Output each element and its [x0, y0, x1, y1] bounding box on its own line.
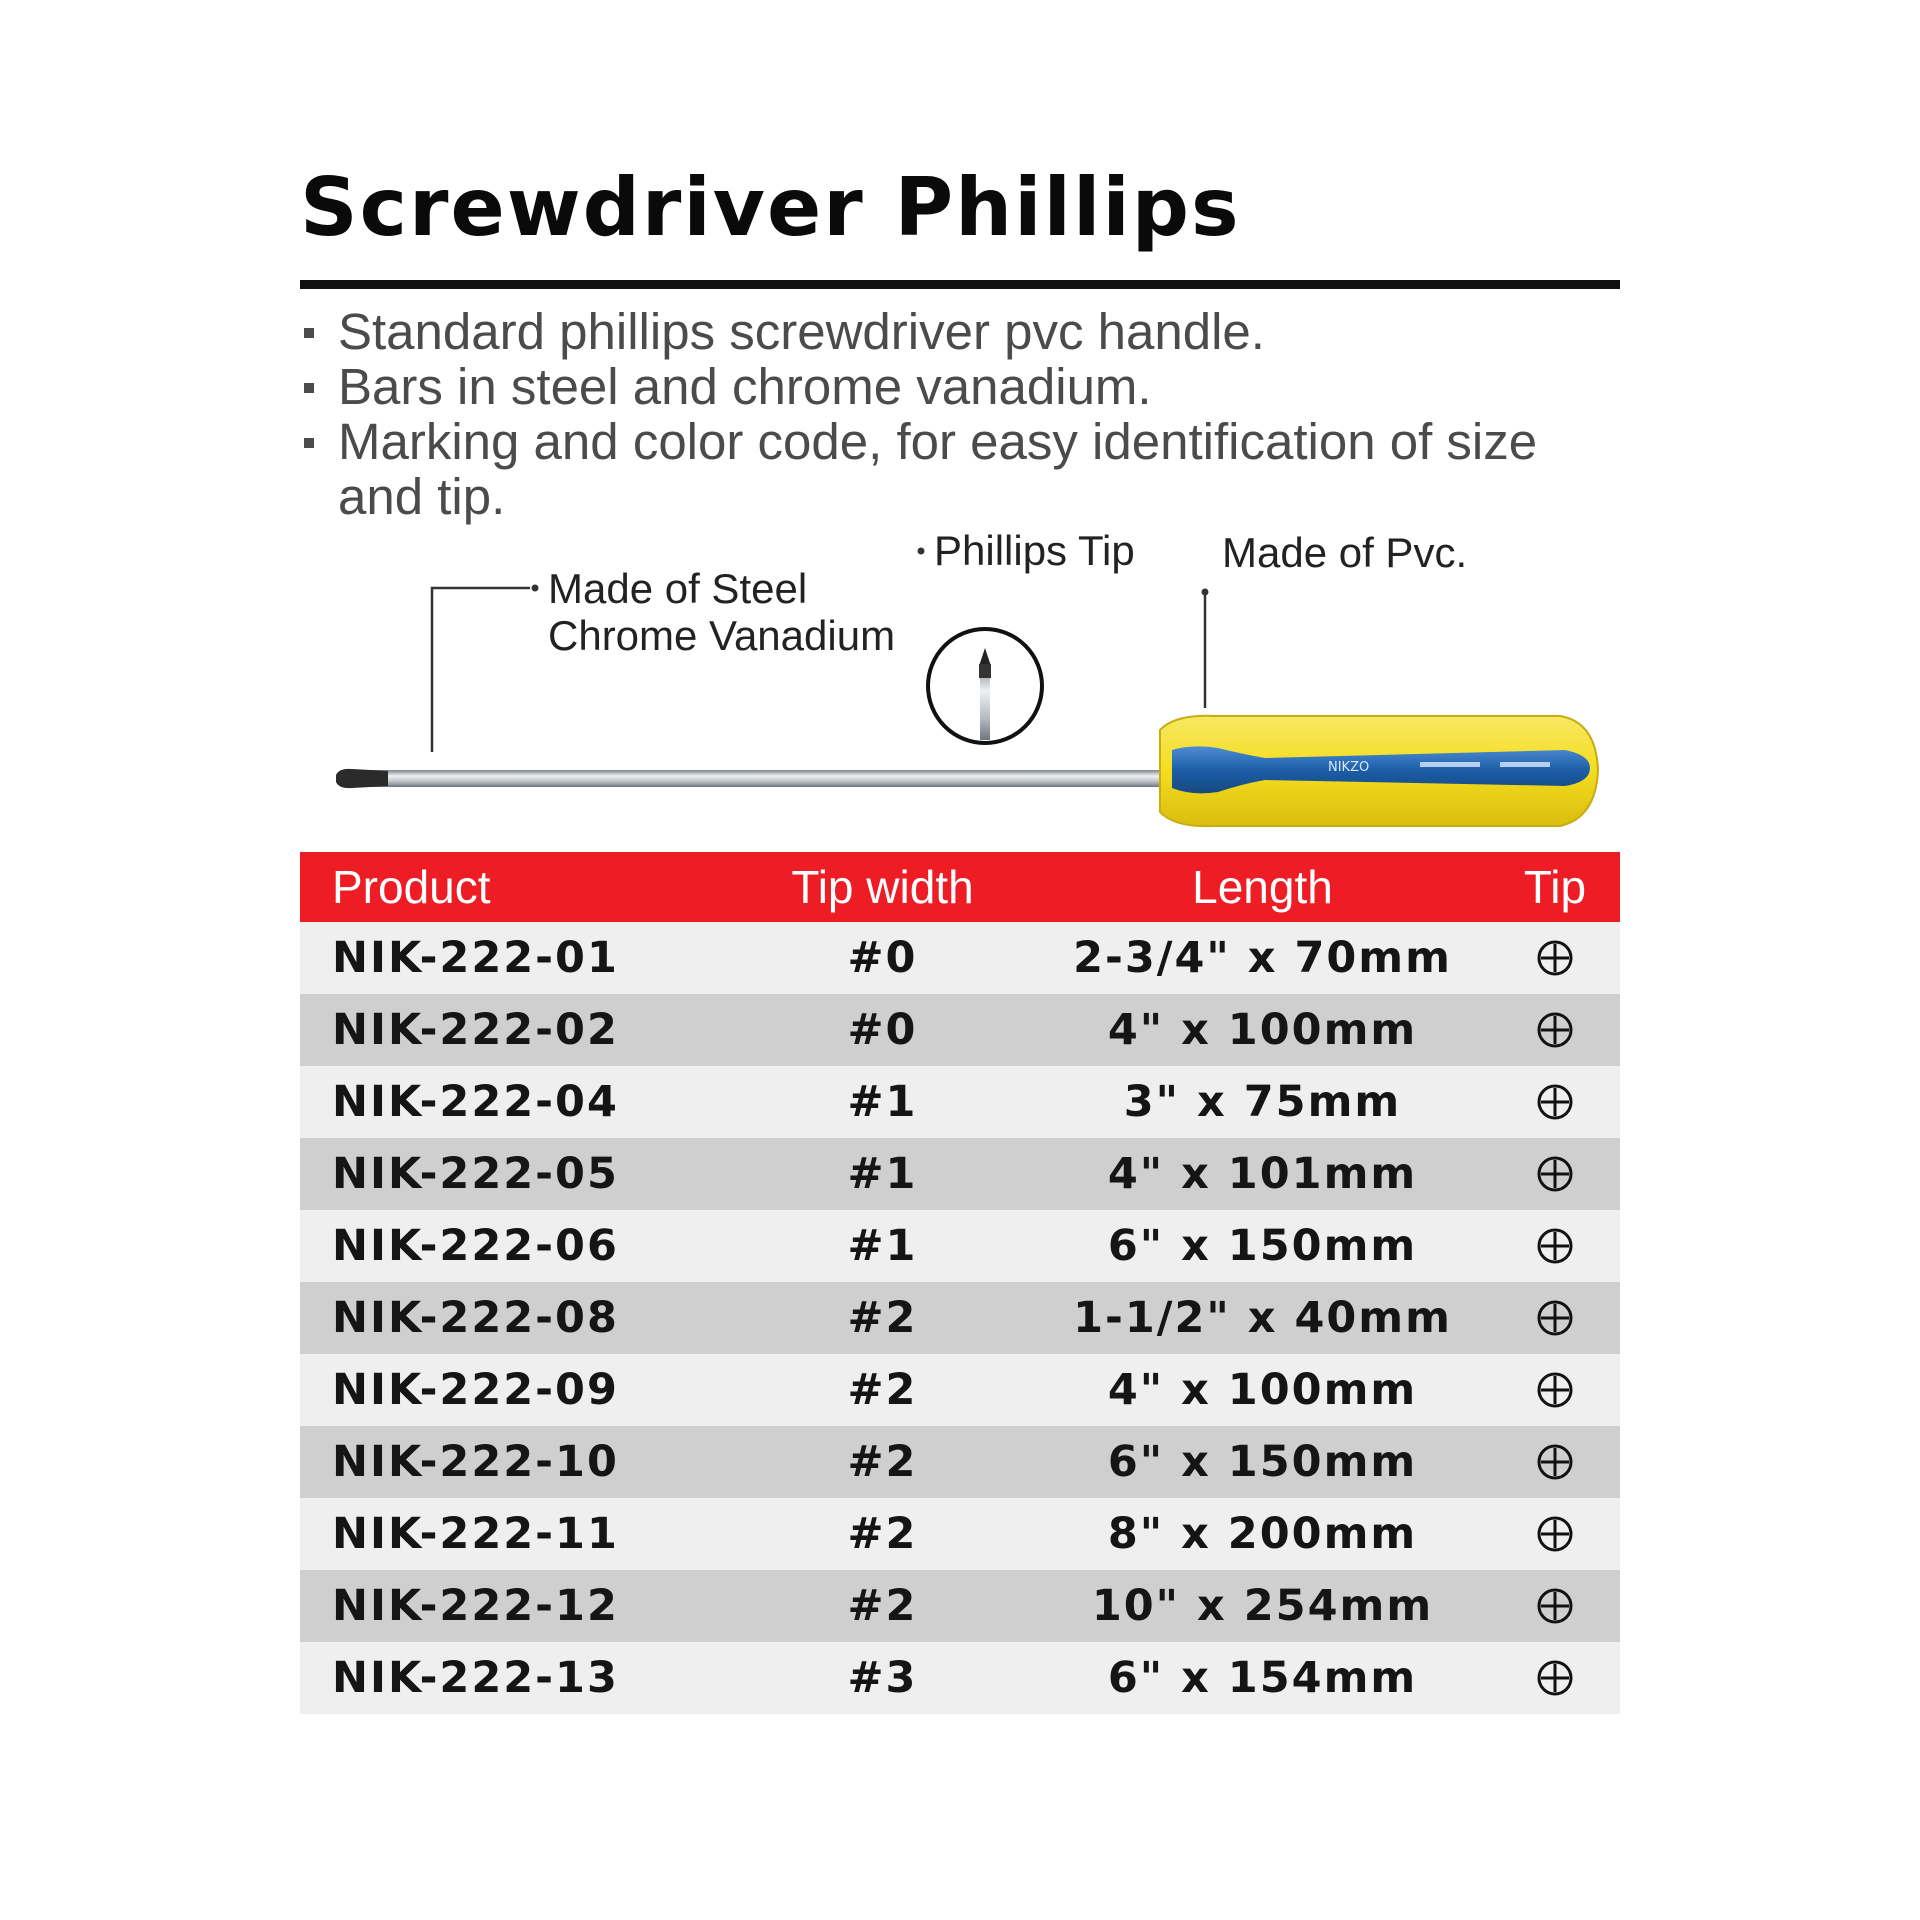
- header-tip-width: Tip width: [791, 861, 974, 913]
- tip-width-cell: #1: [847, 1221, 918, 1271]
- tip-width-cell: #2: [847, 1437, 918, 1487]
- phillips-plus-circle-icon: [1535, 938, 1575, 978]
- phillips-plus-circle-icon: [1535, 1586, 1575, 1626]
- table-body: [300, 922, 1620, 1714]
- product-cell: NIK-222-13: [332, 1653, 619, 1703]
- tip-magnifier: [928, 629, 1042, 743]
- product-cell: NIK-222-08: [332, 1293, 619, 1343]
- tip-width-cell: #2: [847, 1293, 918, 1343]
- tip-cell: [1490, 1586, 1620, 1626]
- tip-cell: [1490, 1154, 1620, 1194]
- tip-width-cell: #1: [847, 1077, 918, 1127]
- phillips-tip-callout: Phillips Tip: [934, 527, 1135, 574]
- header-length: Length: [1192, 861, 1333, 913]
- tip-width-cell: #2: [847, 1581, 918, 1631]
- phillips-plus-circle-icon: [1535, 1514, 1575, 1554]
- phillips-plus-circle-icon: [1535, 1658, 1575, 1698]
- tip-width-cell: #0: [847, 933, 918, 983]
- table-row: [300, 1570, 1620, 1642]
- length-cell: 6" x 150mm: [1107, 1221, 1418, 1271]
- tip-width-cell: #3: [847, 1653, 918, 1703]
- length-cell: 3" x 75mm: [1123, 1077, 1402, 1127]
- page-title: Screwdriver Phillips: [300, 161, 1241, 254]
- steel-callout-line1: Made of Steel: [548, 565, 808, 612]
- table-row: [300, 1138, 1620, 1210]
- pvc-callout-dot: [1202, 589, 1209, 596]
- product-cell: NIK-222-01: [332, 933, 619, 983]
- steel-callout-line2: Chrome Vanadium: [548, 612, 896, 659]
- product-cell: NIK-222-09: [332, 1365, 619, 1415]
- tip-cell: [1490, 1082, 1620, 1122]
- table-row: [300, 1282, 1620, 1354]
- tip-cell: [1490, 1298, 1620, 1338]
- phillips-tip-callout-dot: [918, 548, 925, 555]
- length-cell: 6" x 150mm: [1107, 1437, 1418, 1487]
- product-cell: NIK-222-11: [332, 1509, 619, 1559]
- product-cell: NIK-222-12: [332, 1581, 619, 1631]
- table-row: [300, 1426, 1620, 1498]
- length-cell: 4" x 100mm: [1107, 1365, 1418, 1415]
- table-row: [300, 1498, 1620, 1570]
- header-product: Product: [332, 861, 491, 913]
- product-cell: NIK-222-02: [332, 1005, 619, 1055]
- tip-cell: [1490, 1010, 1620, 1050]
- phillips-plus-circle-icon: [1535, 1298, 1575, 1338]
- table-header: [300, 852, 1620, 922]
- feature-text: Marking and color code, for easy identification of size and tip.: [338, 413, 1538, 525]
- tip-width-cell: #2: [847, 1365, 918, 1415]
- table-row: [300, 1354, 1620, 1426]
- phillips-plus-circle-icon: [1535, 1010, 1575, 1050]
- phillips-plus-circle-icon: [1535, 1154, 1575, 1194]
- length-cell: 10" x 254mm: [1091, 1581, 1434, 1631]
- product-cell: NIK-222-10: [332, 1437, 619, 1487]
- tip-cell: [1490, 938, 1620, 978]
- table-row: [300, 922, 1620, 994]
- header-tip: Tip: [1523, 861, 1587, 913]
- length-cell: 4" x 100mm: [1107, 1005, 1418, 1055]
- phillips-plus-circle-icon: [1535, 1082, 1575, 1122]
- table-row: [300, 1210, 1620, 1282]
- pvc-callout: Made of Pvc.: [1222, 529, 1468, 576]
- phillips-plus-circle-icon: [1535, 1226, 1575, 1266]
- product-cell: NIK-222-06: [332, 1221, 619, 1271]
- steel-callout-dot: [532, 585, 539, 592]
- table-row: [300, 994, 1620, 1066]
- phillips-plus-circle-icon: [1535, 1370, 1575, 1410]
- handle-brand-text: NIKZO: [1328, 760, 1370, 775]
- tip-cell: [1490, 1658, 1620, 1698]
- tip-cell: [1490, 1442, 1620, 1482]
- length-cell: 8" x 200mm: [1107, 1509, 1418, 1559]
- feature-text: Standard phillips screwdriver pvc handle.: [338, 303, 1265, 360]
- tip-cell: [1490, 1514, 1620, 1554]
- length-cell: 2-3/4" x 70mm: [1073, 933, 1452, 983]
- phillips-plus-circle-icon: [1535, 1442, 1575, 1482]
- table-row: [300, 1066, 1620, 1138]
- tip-cell: [1490, 1226, 1620, 1266]
- tip-width-cell: #0: [847, 1005, 918, 1055]
- table-row: [300, 1642, 1620, 1714]
- steel-callout-leader: [432, 588, 530, 752]
- product-cell: NIK-222-04: [332, 1077, 619, 1127]
- tip-cell: [1490, 1370, 1620, 1410]
- length-cell: 6" x 154mm: [1107, 1653, 1418, 1703]
- feature-text: Bars in steel and chrome vanadium.: [338, 358, 1152, 415]
- spec-table: [300, 852, 1620, 1714]
- length-cell: 4" x 101mm: [1107, 1149, 1418, 1199]
- tip-width-cell: #1: [847, 1149, 918, 1199]
- product-cell: NIK-222-05: [332, 1149, 619, 1199]
- tip-width-cell: #2: [847, 1509, 918, 1559]
- length-cell: 1-1/2" x 40mm: [1073, 1293, 1452, 1343]
